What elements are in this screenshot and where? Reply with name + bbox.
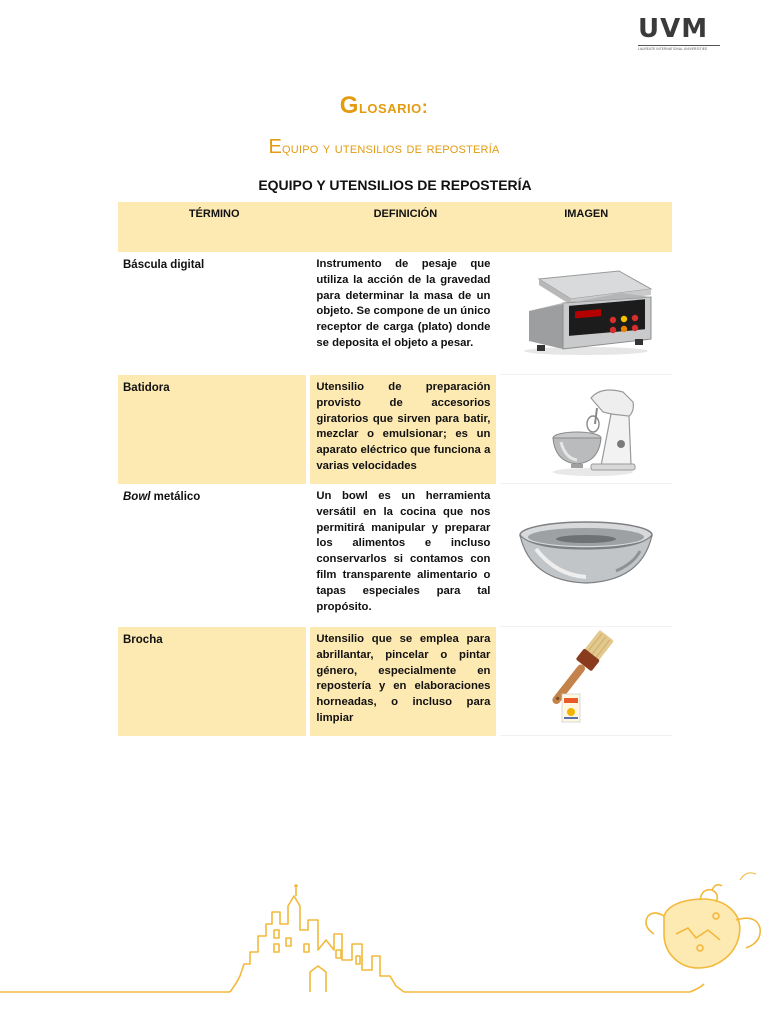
table-row <box>118 375 672 484</box>
glossary-table <box>118 202 672 736</box>
subtitle-rest: quipo y utensilios de repostería <box>282 140 500 157</box>
header-image: IMAGEN <box>500 202 672 252</box>
page-subtitle <box>0 136 768 159</box>
pastry-brush-image <box>536 630 636 730</box>
stand-mixer-image <box>531 378 641 478</box>
table-caption: EQUIPO Y UTENSILIOS DE REPOSTERÍA <box>258 177 532 193</box>
image-cell <box>500 375 672 484</box>
title-initial: G <box>339 92 359 119</box>
image-cell <box>500 252 672 375</box>
table-row <box>118 252 672 375</box>
term-cell: Báscula digital <box>118 252 310 375</box>
term-cell: Batidora <box>118 375 310 484</box>
digital-scale-image <box>511 267 661 357</box>
logo-brand: UVM <box>638 14 709 44</box>
city-teapot-illustration <box>0 860 768 1020</box>
definition-cell: Instrumento de pesaje que utiliza la acción de la gravedad para determinar la masa de un objeto. Se compone de un único receptor de carga (plato) donde se deposita el objeto a pesar. <box>310 252 500 375</box>
definition-cell: Utensilio de preparación provisto de accesorios giratorios que sirven para batir, mezclar o emulsionar; es un aparato eléctrico que funciona a varias velocidades <box>310 375 500 484</box>
definition-cell: Utensilio que se emplea para abrillantar, pincelar o pintar género, especialmente en repostería y en elaboraciones horneadas, o incluso para limpiar <box>310 627 500 736</box>
metal-bowl-image <box>516 519 656 589</box>
table-header-row <box>118 202 672 252</box>
table-row <box>118 484 672 627</box>
uvm-logo <box>638 16 720 51</box>
image-cell <box>500 627 672 736</box>
term-rest: metálico <box>150 491 201 503</box>
header-definition: DEFINICIÓN <box>310 202 500 252</box>
logo-tagline: LAUREATE INTERNATIONAL UNIVERSITIES <box>638 45 720 51</box>
term-italic: Bowl <box>123 491 151 503</box>
term-cell: Brocha <box>118 627 310 736</box>
page-title <box>0 92 768 120</box>
table-row <box>118 627 672 736</box>
header-term: TÉRMINO <box>118 202 310 252</box>
definition-cell: Un bowl es un herramienta versátil en la cocina que nos permitirá manipular y preparar los alimentos e incluso conservarlos si contamos con film transparente alimentario o tapas especiales para tal propósito. <box>310 484 500 627</box>
title-rest: losario: <box>358 97 429 117</box>
image-cell <box>500 484 672 627</box>
term-cell <box>118 484 310 627</box>
subtitle-initial: E <box>268 136 283 158</box>
